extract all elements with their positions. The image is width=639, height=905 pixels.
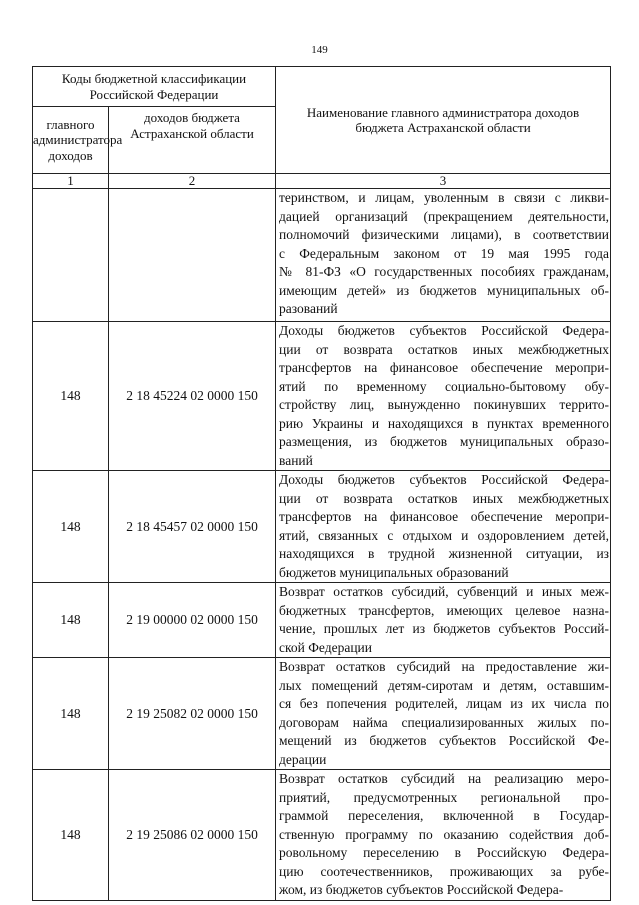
description-cell [276,770,611,901]
description-line: рию Украины и находящихся в пунктах временного [279,415,610,431]
admin-code-cell: 148 [33,322,109,471]
description-line: № 81-ФЗ «О государственных пособиях гражданам, [279,264,610,279]
description-cell [276,322,611,471]
description-line: дацией организаций (прекращением деятельности, [279,208,610,224]
table-row [33,322,611,471]
description-line: трансфертов на финансовое обеспечение меропри- [279,509,610,524]
description-line: жом, из бюджетов субъектов Российской Федера- [279,882,564,897]
description-line: цию соотечественников, проживающих за рубе- [279,863,610,879]
description-line: ся без попечения родителей, лицам из их числа по [279,696,610,711]
income-code-cell: 2 18 45457 02 0000 150 [109,471,276,583]
description-line: имеющим детей» из бюджетов муниципальных об- [279,282,610,298]
description-line: договорам найма специализированных жилых по- [279,714,610,730]
admin-code-cell: 148 [33,770,109,901]
description-line: ровольному переселению в Российскую Федера- [279,845,610,860]
description-line: бюджетов муниципальных образований [279,564,509,580]
description-cell [276,189,611,322]
page-number: 149 [311,44,328,56]
column-number-row [33,174,611,189]
description-line: дерации [279,751,327,767]
header-name-column [276,67,611,174]
description-line: Возврат остатков субсидий, субвенций и иных меж- [279,584,610,599]
table-row [33,189,611,322]
description-line: Доходы бюджетов субъектов Российской Федера- [279,323,610,338]
column-number-1: 1 [33,174,109,189]
admin-code-cell: 148 [33,471,109,583]
column-number-3: 3 [276,174,611,189]
description-line: Возврат остатков субсидий на реализацию меро- [279,771,610,786]
description-cell [276,658,611,770]
income-code-cell: 2 19 25082 02 0000 150 [109,658,276,770]
description-line: разований [279,301,338,316]
admin-code-cell: 148 [33,658,109,770]
table-body [33,189,611,901]
description-line: ственную программу по оказанию содействия доб- [279,826,610,842]
description-line: находящихся в трудной жизненной ситуации, из [279,546,610,561]
income-code-cell: 2 19 25086 02 0000 150 [109,770,276,901]
table-row [33,583,611,658]
header-row-group [33,67,611,107]
header-name-label: Наименование главного администратора доходов бюджета Астраханской области [306,104,580,135]
description-line: бюджетных трансфертов, имеющих целевое назна- [279,602,610,618]
description-line: теринством, и лицам, уволенным в связи с ликви- [279,190,610,205]
description-line: мещений из бюджетов субъектов Российской Фе- [279,733,610,748]
table-row [33,471,611,583]
description-line: ции от возврата остатков иных межбюджетных [279,490,610,506]
description-line: ции от возврата остатков иных межбюджетных [279,341,610,357]
column-number-2: 2 [109,174,276,189]
income-code-cell: 2 18 45224 02 0000 150 [109,322,276,471]
table-row [33,658,611,770]
budget-codes-table [32,66,611,901]
description-line: Доходы бюджетов субъектов Российской Федера- [279,472,610,487]
description-line: приятий, предусмотренных региональной про- [279,789,610,805]
description-line: ятий по временному социально-бытовому обу- [279,378,610,394]
header-group-label: Коды бюджетной классификации Российской Федерации [33,67,276,107]
description-line: трансфертов на финансовое обеспечение меропри- [279,360,610,375]
description-line: полномочий физическими лицами), в соответствии [279,227,610,242]
description-line: размещения, из бюджетов муниципальных образо- [279,434,610,449]
description-line: ваний [279,452,313,468]
description-cell [276,583,611,658]
description-line: лых помещений детям-сиротам и детям, оставшим- [279,677,610,693]
admin-code-cell [33,189,109,322]
description-line: Возврат остатков субсидий на предоставление жи- [279,659,610,674]
description-line: чение, прошлых лет из бюджетов субъектов Россий- [279,621,610,636]
admin-code-cell: 148 [33,583,109,658]
description-line: ской Федерации [279,639,372,655]
description-line: с Федеральным законом от 19 мая 1995 года [279,245,610,261]
description-cell [276,471,611,583]
income-code-cell: 2 19 00000 02 0000 150 [109,583,276,658]
description-line: граммой переселения, включенной в Государ- [279,808,610,823]
table-row [33,770,611,901]
description-line: ятий, связанных с отдыхом и оздоровлением детей, [279,527,610,543]
header-admin-column: главного администратора доходов [33,107,109,174]
income-code-cell [109,189,276,322]
header-code-column: доходов бюджета Астраханской области [109,107,276,174]
description-line: стройству лиц, вынужденно покинувших террито- [279,397,610,412]
